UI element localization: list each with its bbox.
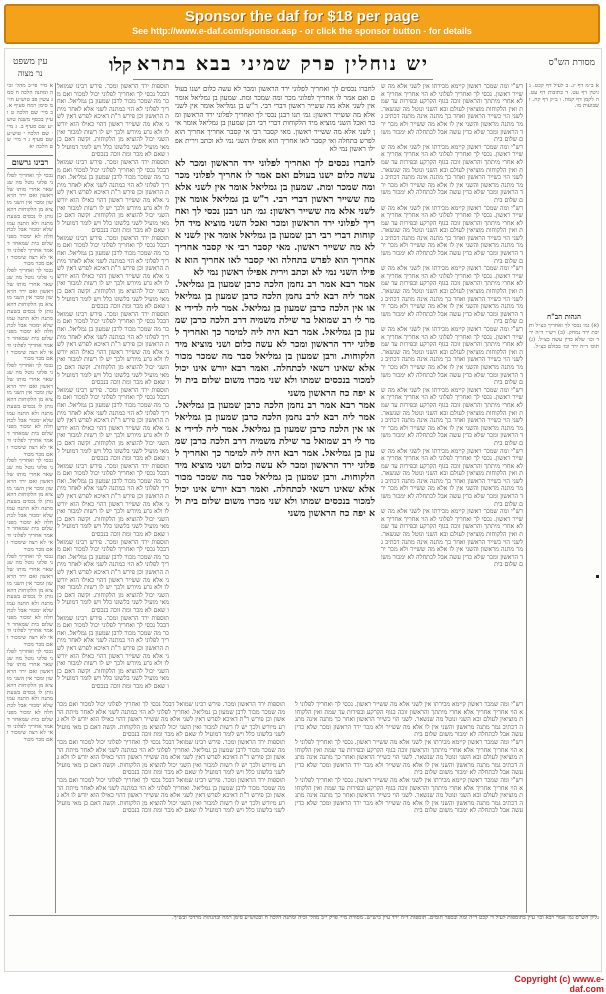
lower-commentary bbox=[57, 701, 523, 911]
rabbeinu-gershom-text-1: נכסי לך ואחריך לפלוני פלוני נוטל מה שנשאר אחרי מותו של ראשון ואם ירד הראשון ומכר אין השני מוציא מן הלקוחות דהא נותן לו נכסים בשעת מתנה ולא התנה עמו שלא ימכור אבל לכתחלה לא ימכור מפני שלום בית שמאחר דאמר אחריך לפלוני ודאי לא רצה שימכור ואם מכר מכור bbox=[7, 172, 53, 268]
gemara-column bbox=[175, 85, 375, 695]
hagahot-text: (א) גמ׳ נכסי לך ואחריך כצ״ל ותיבת ירד נמחק. (ב) רש״י ד״ה ירד וכו׳ שלא כדין עשה כצ״ל. (ג) תוס׳ ד״ה ירד וכו׳ בכולם כצ״ל. bbox=[529, 323, 599, 350]
page-mark bbox=[596, 575, 599, 578]
tosafot-text-7: תוספות ירד הראשון ומכר. פירש רבינו שמואל דבכל נכסי לך ואחריך לפלוני יכול למכור ואם מכר מה שמכר מכור לרבן שמעון בן גמליאל. ואחריך לפלוני לא הוי כמתנה לשני אלא לאחר מיתת הראשון וכן פירש ר"ת דאיכא לפרש דאין לשני אלא מה ששייר ראשון דהוי כאילו הוא יורש לו ולא גרע מיורש ולכך יש לו רשות למכור ואין השני יכול להוציא מן הלקוחות. וקשה דאם כן מאי מועיל לשני בלשונו כלל ויש לומר דמועיל לו שאם לא מכר ומת זוכה בנכסים bbox=[57, 538, 169, 614]
tosafot-text-5: תוספות ירד הראשון ומכר. פירש רבינו שמואל דבכל נכסי לך ואחריך לפלוני יכול למכור ואם מכר מה שמכר מכור לרבן שמעון בן גמליאל. ואחריך לפלוני לא הוי כמתנה לשני אלא לאחר מיתת הראשון וכן פירש ר"ת דאיכא לפרש דאין לשני אלא מה ששייר ראשון דהוי כאילו הוא יורש לו ולא גרע מיורש ולכך יש לו רשות למכור ואין השני יכול להוציא מן הלקוחות. וקשה דאם כן מאי מועיל לשני בלשונו כלל ויש לומר דמועיל לו שאם לא מכר ומת זוכה בנכסים bbox=[57, 386, 169, 463]
ner-mitzvah-label: נר מצוה bbox=[17, 69, 43, 78]
rabbeinu-gershom-text-3: נכסי לך ואחריך לפלוני פלוני נוטל מה שנשאר אחרי מותו של ראשון ואם ירד הראשון ומכר אין השני מוציא מן הלקוחות דהא נותן לו נכסים בשעת מתנה ולא התנה עמו שלא ימכור אבל לכתחלה לא ימכור מפני שלום בית שמאחר דאמר אחריך לפלוני ודאי לא רצה שימכור ואם מכר מכור bbox=[7, 363, 53, 458]
rabbeinu-gershom-heading: רבינו גרשום bbox=[7, 155, 53, 169]
rashi-text-7: רש"י ומה שמכר ראשון קיימא מכירתו אין לשני אלא מה ששייר ראשון. נכסי לך ואחריך לפלוני לא הוי אחריך אחריך אלא אחרי מיתתך והראשון זוכה בגוף הקרקע ובפירות עד שמת ואין הלקוחות מוציאין לעולם ובא השני ונוטל מה שנשאר. לשני הוי כשייר הראשון ואחר כך מתנה אינה מתנה דכתיב גמר מתנה מראשון והשני אין לו אלא מה ששייר ולא מכר ירד הראשון ומכר שלא כדין עשה אבל לכתחלה לא ימכור משום שלום בית bbox=[381, 447, 523, 508]
lower-rashi-text-3: רש"י ומה שמכר ראשון קיימא מכירתו אין לשני אלא מה ששייר ראשון. נכסי לך ואחריך לפלוני לא הוי אחריך אחריך אלא אחרי מיתתך והראשון זוכה בגוף הקרקע ובפירות עד שמת ואין הלקוחות מוציאין לעולם ובא השני ונוטל מה שנשאר. לשני הוי כשייר הראשון ואחר כך מתנה אינה מתנה דכתיב גמר מתנה מראשון והשני אין לו אלא מה ששייר ולא מכר ירד הראשון ומכר שלא כדין עשה אבל לכתחלה לא ימכור משום שלום בית bbox=[295, 776, 523, 815]
lower-tosafot-text-1: תוספות ירד הראשון ומכר. פירש רבינו שמואל דבכל נכסי לך ואחריך לפלוני יכול למכור ואם מכר מה שמכר מכור לרבן שמעון בן גמליאל. ואחריך לפלוני לא הוי כמתנה לשני אלא לאחר מיתת הראשון וכן פירש ר"ת דאיכא לפרש דאין לשני אלא מה ששייר ראשון דהוי כאילו הוא יורש לו ולא גרע מיורש ולכך יש לו רשות למכור ואין השני יכול להוציא מן הלקוחות. וקשה דאם כן מאי מועיל לשני בלשונו כלל ויש לומר דמועיל לו שאם לא מכר ומת זוכה בנכסים bbox=[57, 701, 285, 739]
rashi-column bbox=[381, 83, 523, 695]
rabbeinu-gershom-text-2: נכסי לך ואחריך לפלוני פלוני נוטל מה שנשאר אחרי מותו של ראשון ואם ירד הראשון ומכר אין השני מוציא מן הלקוחות דהא נותן לו נכסים בשעת מתנה ולא התנה עמו שלא ימכור אבל לכתחלה לא ימכור מפני שלום בית שמאחר דאמר אחריך לפלוני ודאי לא רצה שימכור ואם מכר מכור bbox=[7, 268, 53, 363]
copyright-link[interactable]: Copyright (c) www.e-daf.com bbox=[514, 974, 604, 994]
column-divider bbox=[55, 83, 56, 913]
left-margin-column bbox=[7, 83, 53, 953]
ein-mishpat-heading bbox=[13, 57, 47, 79]
column-divider bbox=[526, 83, 527, 913]
tosafot-text-2: תוספות ירד הראשון ומכר. פירש רבינו שמואל דבכל נכסי לך ואחריך לפלוני יכול למכור ואם מכר מה שמכר מכור לרבן שמעון בן גמליאל. ואחריך לפלוני לא הוי כמתנה לשני אלא לאחר מיתת הראשון וכן פירש ר"ת דאיכא לפרש דאין לשני אלא מה ששייר ראשון דהוי כאילו הוא יורש לו ולא גרע מיורש ולכך יש לו רשות למכור ואין השני יכול להוציא מן הלקוחות. וקשה דאם כן מאי מועיל לשני בלשונו כלל ויש לומר דמועיל לו שאם לא מכר ומת זוכה בנכסים bbox=[57, 158, 169, 235]
lower-rashi bbox=[295, 701, 523, 815]
rashi-text-6: רש"י ומה שמכר ראשון קיימא מכירתו אין לשני אלא מה ששייר ראשון. נכסי לך ואחריך לפלוני לא הוי אחריך אחריך אלא אחרי מיתתך והראשון זוכה בגוף הקרקע ובפירות עד שמת ואין הלקוחות מוציאין לעולם ובא השני ונוטל מה שנשאר. לשני הוי כשייר הראשון ואחר כך מתנה אינה מתנה דכתיב גמר מתנה מראשון והשני אין לו אלא מה ששייר ולא מכר ירד הראשון ומכר שלא כדין עשה אבל לכתחלה לא ימכור משום שלום בית bbox=[381, 386, 523, 447]
gemara-continuation: אמר רבא אמר רב נחמן הלכה כרבן שמעון בן גמליאל. אמר ליה רבא לרב נחמן הלכה כרבן שמעון בן גמליאל או אין הלכה כרבן שמעון בן גמליאל. אמר ליה לדידי אמר לי רב שמואל בר שילת משמיה דרב הלכה כרבן שמעון בן גמליאל. אמר רבא היה ליה למימר כך ואחריך לפלוני ירד הראשון ומכר לא עשה כלום ושני מוציא מיד הלקוחות. ורבן שמעון בן גמליאל סבר מה שמכר מכור אלא שאינו רשאי לכתחלה. ואמר רבא יורש אינו יכול למכור בנכסים שמתו ולא שני מכרו משום שלום בית ולא יפה כח הראשון משני bbox=[175, 278, 375, 399]
gemara-continuation-2: אמר רבא אמר רב נחמן הלכה כרבן שמעון בן גמליאל. אמר ליה רבא לרב נחמן הלכה כרבן שמעון בן גמליאל או אין הלכה כרבן שמעון בן גמליאל. אמר ליה לדידי אמר לי רב שמואל בר שילת משמיה דרב הלכה כרבן שמעון בן גמליאל. אמר רבא היה ליה למימר כך ואחריך לפלוני ירד הראשון ומכר לא עשה כלום ושני מוציא מיד הלקוחות. ורבן שמעון בן גמליאל סבר מה שמכר מכור אלא שאינו רשאי לכתחלה. ואמר רבא יורש אינו יכול למכור בנכסים שמתו ולא שני מכרו משום שלום בית ולא יפה כח הראשון משני bbox=[175, 399, 375, 520]
tosafot-text-8: תוספות ירד הראשון ומכר. פירש רבינו שמואל דבכל נכסי לך ואחריך לפלוני יכול למכור ואם מכר מה שמכר מכור לרבן שמעון בן גמליאל. ואחריך לפלוני לא הוי כמתנה לשני אלא לאחר מיתת הראשון וכן פירש ר"ת דאיכא לפרש דאין לשני אלא מה ששייר ראשון דהוי כאילו הוא יורש לו ולא גרע מיורש ולכך יש לו רשות למכור ואין השני יכול להוציא מן הלקוחות. וקשה דאם כן מאי מועיל לשני בלשונו כלל ויש לומר דמועיל לו שאם לא מכר ומת זוכה בנכסים bbox=[57, 614, 169, 690]
rashi-text-2: רש"י ומה שמכר ראשון קיימא מכירתו אין לשני אלא מה ששייר ראשון. נכסי לך ואחריך לפלוני לא הוי אחריך אחריך אלא אחרי מיתתך והראשון זוכה בגוף הקרקע ובפירות עד שמת ואין הלקוחות מוציאין לעולם ובא השני ונוטל מה שנשאר. לשני הוי כשייר הראשון ואחר כך מתנה אינה מתנה דכתיב גמר מתנה מראשון והשני אין לו אלא מה ששייר ולא מכר ירד הראשון ומכר שלא כדין עשה אבל לכתחלה לא ימכור משום שלום בית bbox=[381, 143, 523, 204]
talmud-page bbox=[4, 48, 602, 972]
rabbeinu-gershom-text-6: נכסי לך ואחריך לפלוני פלוני נוטל מה שנשאר אחרי מותו של ראשון ואם ירד הראשון ומכר אין השני מוציא מן הלקוחות דהא נותן לו נכסים בשעת מתנה ולא התנה עמו שלא ימכור אבל לכתחלה לא ימכור מפני שלום בית שמאחר דאמר אחריך לפלוני ודאי לא רצה שימכור ואם מכר מכור bbox=[7, 648, 53, 744]
rabbeinu-gershom-text-5: נכסי לך ואחריך לפלוני פלוני נוטל מה שנשאר אחרי מותו של ראשון ואם ירד הראשון ומכר אין השני מוציא מן הלקוחות דהא נותן לו נכסים בשעת מתנה ולא התנה עמו שלא ימכור אבל לכתחלה לא ימכור מפני שלום בית שמאחר דאמר אחריך לפלוני ודאי לא רצה שימכור ואם מכר מכור bbox=[7, 553, 53, 648]
page-number: קלו bbox=[109, 55, 132, 76]
sponsor-banner[interactable] bbox=[4, 4, 600, 44]
tosafot-text-3: תוספות ירד הראשון ומכר. פירש רבינו שמואל דבכל נכסי לך ואחריך לפלוני יכול למכור ואם מכר מה שמכר מכור לרבן שמעון בן גמליאל. ואחריך לפלוני לא הוי כמתנה לשני אלא לאחר מיתת הראשון וכן פירש ר"ת דאיכא לפרש דאין לשני אלא מה ששייר ראשון דהוי כאילו הוא יורש לו ולא גרע מיורש ולכך יש לו רשות למכור ואין השני יכול להוציא מן הלקוחות. וקשה דאם כן מאי מועיל לשני בלשונו כלל ויש לומר דמועיל לו שאם לא מכר ומת זוכה בנכסים bbox=[57, 234, 169, 311]
rashi-text-4: רש"י ומה שמכר ראשון קיימא מכירתו אין לשני אלא מה ששייר ראשון. נכסי לך ואחריך לפלוני לא הוי אחריך אחריך אלא אחרי מיתתך והראשון זוכה בגוף הקרקע ובפירות עד שמת ואין הלקוחות מוציאין לעולם ובא השני ונוטל מה שנשאר. לשני הוי כשייר הראשון ואחר כך מתנה אינה מתנה דכתיב גמר מתנה מראשון והשני אין לו אלא מה ששייר ולא מכר ירד הראשון ומכר שלא כדין עשה אבל לכתחלה לא ימכור משום שלום בית bbox=[381, 265, 523, 326]
sponsor-title[interactable]: Sponsor the daf for $18 per page bbox=[184, 8, 420, 25]
lower-rashi-text-2: רש"י ומה שמכר ראשון קיימא מכירתו אין לשני אלא מה ששייר ראשון. נכסי לך ואחריך לפלוני לא הוי אחריך אחריך אלא אחרי מיתתך והראשון זוכה בגוף הקרקע ובפירות עד שמת ואין הלקוחות מוציאין לעולם ובא השני ונוטל מה שנשאר. לשני הוי כשייר הראשון ואחר כך מתנה אינה מתנה דכתיב גמר מתנה מראשון והשני אין לו אלא מה ששייר ולא מכר ירד הראשון ומכר שלא כדין עשה אבל לכתחלה לא ימכור משום שלום בית bbox=[295, 738, 523, 777]
ein-mishpat-text: א מיי׳ פי״ב מהל׳ זכיה ומתנה הלכה ח סמג עשין פב טוש״ע חו״מ סימן רמח סעיף א. ב מיי׳ שם הלכה ט ועיין בכסף משנה טוש״ע שם סעיף ב. ג מיי׳ שם הלכה י טוש״ע שם סעיף ג ד מיי׳ שם הלכה יא bbox=[7, 83, 53, 151]
right-margin-column bbox=[529, 83, 599, 643]
tosafot-text-1: תוספות ירד הראשון ומכר. פירש רבינו שמואל דבכל נכסי לך ואחריך לפלוני יכול למכור ואם מכר מה שמכר מכור לרבן שמעון בן גמליאל. ואחריך לפלוני לא הוי כמתנה לשני אלא לאחר מיתת הראשון וכן פירש ר"ת דאיכא לפרש דאין לשני אלא מה ששייר ראשון דהוי כאילו הוא יורש לו ולא גרע מיורש ולכך יש לו רשות למכור ואין השני יכול להוציא מן הלקוחות. וקשה דאם כן מאי מועיל לשני בלשונו כלל ויש לומר דמועיל לו שאם לא מכר ומת זוכה בנכסים bbox=[57, 83, 169, 159]
lower-rashi-text-1: רש"י ומה שמכר ראשון קיימא מכירתו אין לשני אלא מה ששייר ראשון. נכסי לך ואחריך לפלוני לא הוי אחריך אחריך אלא אחרי מיתתך והראשון זוכה בגוף הקרקע ובפירות עד שמת ואין הלקוחות מוציאין לעולם ובא השני ונוטל מה שנשאר. לשני הוי כשייר הראשון ואחר כך מתנה אינה מתנה דכתיב גמר מתנה מראשון והשני אין לו אלא מה ששייר ולא מכר ירד הראשון ומכר שלא כדין עשה אבל לכתחלה לא ימכור משום שלום בית bbox=[295, 701, 523, 739]
rashi-text-5: רש"י ומה שמכר ראשון קיימא מכירתו אין לשני אלא מה ששייר ראשון. נכסי לך ואחריך לפלוני לא הוי אחריך אחריך אלא אחרי מיתתך והראשון זוכה בגוף הקרקע ובפירות עד שמת ואין הלקוחות מוציאין לעולם ובא השני ונוטל מה שנשאר. לשני הוי כשייר הראשון ואחר כך מתנה אינה מתנה דכתיב גמר מתנה מראשון והשני אין לו אלא מה ששייר ולא מכר ירד הראשון ומכר שלא כדין עשה אבל לכתחלה לא ימכור משום שלום בית bbox=[381, 326, 523, 387]
gilyon-footer: גליון הש"ס גמ׳ אמר רבא וכו׳ עיין בתוספות לעיל ד׳ קכט ד״ה ומה ובספר תומים. תוספות ד״ה ירד עיין ביש״ש. מסורת מיי׳ פרק י״ב מהל׳ זכיה ומתנה הלכה ח ובטוש״ע סימן רמח ובהגהות מרדכי ובש״ך. bbox=[171, 915, 599, 921]
tosafot-text-4: תוספות ירד הראשון ומכר. פירש רבינו שמואל דבכל נכסי לך ואחריך לפלוני יכול למכור ואם מכר מה שמכר מכור לרבן שמעון בן גמליאל. ואחריך לפלוני לא הוי כמתנה לשני אלא לאחר מיתת הראשון וכן פירש ר"ת דאיכא לפרש דאין לשני אלא מה ששייר ראשון דהוי כאילו הוא יורש לו ולא גרע מיורש ולכך יש לו רשות למכור ואין השני יכול להוציא מן הלקוחות. וקשה דאם כן מאי מועיל לשני בלשונו כלל ויש לומר דמועיל לו שאם לא מכר ומת זוכה בנכסים bbox=[57, 310, 169, 387]
rashi-text-3: רש"י ומה שמכר ראשון קיימא מכירתו אין לשני אלא מה ששייר ראשון. נכסי לך ואחריך לפלוני לא הוי אחריך אחריך אלא אחרי מיתתך והראשון זוכה בגוף הקרקע ובפירות עד שמת ואין הלקוחות מוציאין לעולם ובא השני ונוטל מה שנשאר. לשני הוי כשייר הראשון ואחר כך מתנה אינה מתנה דכתיב גמר מתנה מראשון והשני אין לו אלא מה ששייר ולא מכר ירד הראשון ומכר שלא כדין עשה אבל לכתחלה לא ימכור משום שלום בית bbox=[381, 204, 523, 265]
lower-tosafot-text-3: תוספות ירד הראשון ומכר. פירש רבינו שמואל דבכל נכסי לך ואחריך לפלוני יכול למכור ואם מכר מה שמכר מכור לרבן שמעון בן גמליאל. ואחריך לפלוני לא הוי כמתנה לשני אלא לאחר מיתת הראשון וכן פירש ר"ת דאיכא לפרש דאין לשני אלא מה ששייר ראשון דהוי כאילו הוא יורש לו ולא גרע מיורש ולכך יש לו רשות למכור ואין השני יכול להוציא מן הלקוחות. וקשה דאם כן מאי מועיל לשני בלשונו כלל ויש לומר דמועיל לו שאם לא מכר ומת זוכה בנכסים bbox=[57, 776, 285, 815]
masoret-text: א ב״מ דף יג. ב לעיל דף קכט. ג גיטין דף עט. ד כתובות דף עט. ה לקמן דף קמח. ו ב״ק דף קח. ז שבועות מו. bbox=[529, 83, 599, 110]
lower-tosafot-text-2: תוספות ירד הראשון ומכר. פירש רבינו שמואל דבכל נכסי לך ואחריך לפלוני יכול למכור ואם מכר מה שמכר מכור לרבן שמעון בן גמליאל. ואחריך לפלוני לא הוי כמתנה לשני אלא לאחר מיתת הראשון וכן פירש ר"ת דאיכא לפרש דאין לשני אלא מה ששייר ראשון דהוי כאילו הוא יורש לו ולא גרע מיורש ולכך יש לו רשות למכור ואין השני יכול להוציא מן הלקוחות. וקשה דאם כן מאי מועיל לשני בלשונו כלל ויש לומר דמועיל לו שאם לא מכר ומת זוכה בנכסים bbox=[57, 738, 285, 777]
tosafot-text-6: תוספות ירד הראשון ומכר. פירש רבינו שמואל דבכל נכסי לך ואחריך לפלוני יכול למכור ואם מכר מה שמכר מכור לרבן שמעון בן גמליאל. ואחריך לפלוני לא הוי כמתנה לשני אלא לאחר מיתת הראשון וכן פירש ר"ת דאיכא לפרש דאין לשני אלא מה ששייר ראשון דהוי כאילו הוא יורש לו ולא גרע מיורש ולכך יש לו רשות למכור ואין השני יכול להוציא מן הלקוחות. וקשה דאם כן מאי מועיל לשני בלשונו כלל ויש לומר דמועיל לו שאם לא מכר ומת זוכה בנכסים bbox=[57, 462, 169, 539]
rashi-text-8: רש"י ומה שמכר ראשון קיימא מכירתו אין לשני אלא מה ששייר ראשון. נכסי לך ואחריך לפלוני לא הוי אחריך אחריך אלא אחרי מיתתך והראשון זוכה בגוף הקרקע ובפירות עד שמת ואין הלקוחות מוציאין לעולם ובא השני ונוטל מה שנשאר. לשני הוי כשייר הראשון ואחר כך מתנה אינה מתנה דכתיב גמר מתנה מראשון והשני אין לו אלא מה ששייר ולא מכר ירד הראשון ומכר שלא כדין עשה אבל לכתחלה לא ימכור משום שלום בית bbox=[381, 508, 523, 569]
running-title: יש נוחלין פרק שמיני בבא בתרא bbox=[133, 53, 433, 80]
sponsor-link-text[interactable]: See http://www.e-daf.com/sponsor.asp - or click the sponsor button - for details bbox=[132, 26, 472, 36]
gemara-opening: לחברו נכסים לך ואחריך לפלוני ירד הראשון ומכר לא עשה כלום ישנו בעולם ואם אמר לו אחריך לפלוני מכר ומה שמכר ומת. שמעון בן גמליאל אומר אין לשני אלא מה ששייר ראשון דברי רבי. ר"ש בן גמליאל אומר אין לשני אלא מה ששייר ראשון: גמ׳ תנו רבנן נכסי לך ואחריך לפלוני ירד הראשון ומכר ואכל השני מוציא מיד הלקוחות דברי רבי רבן שמעון בן גמליאל אומר אין לשני אלא מה ששייר ראשון. מאי קסבר רבי אי קסבר אחריך אחריך הוא לפרש בתחלה ואי קסבר לאו אחריך הוא אפילו השני נמי לא וכתב וירית אפילו ראשון נמי לא bbox=[175, 85, 375, 154]
rashi-text-1: רש"י ומה שמכר ראשון קיימא מכירתו אין לשני אלא מה ששייר ראשון. נכסי לך ואחריך לפלוני לא הוי אחריך אחריך אלא אחרי מיתתך והראשון זוכה בגוף הקרקע ובפירות עד שמת ואין הלקוחות מוציאין לעולם ובא השני ונוטל מה שנשאר. לשני הוי כשייר הראשון ואחר כך מתנה אינה מתנה דכתיב גמר מתנה מראשון והשני אין לו אלא מה ששייר ולא מכר ירד הראשון ומכר שלא כדין עשה אבל לכתחלה לא ימכור משום שלום בית bbox=[381, 83, 523, 144]
tosafot-column bbox=[57, 83, 169, 695]
lower-tosafot bbox=[57, 701, 285, 815]
gemara-main-text: לחברו נכסים לך ואחריך לפלוני ירד הראשון ומכר לא עשה כלום ישנו בעולם ואם אמר לו אחריך לפלוני מכר ומה שמכר ומת. שמעון בן גמליאל אומר אין לשני אלא מה ששייר ראשון דברי רבי. ר"ש בן גמליאל אומר אין לשני אלא מה ששייר ראשון: גמ׳ תנו רבנן נכסי לך ואחריך לפלוני ירד הראשון ומכר ואכל השני מוציא מיד הלקוחות דברי רבי רבן שמעון בן גמליאל אומר אין לשני אלא מה ששייר ראשון. מאי קסבר רבי אי קסבר אחריך אחריך הוא לפרש בתחלה ואי קסבר לאו אחריך הוא אפילו השני נמי לא וכתב וירית אפילו ראשון נמי לא bbox=[175, 157, 375, 278]
ein-mishpat-label: עין משפט bbox=[13, 57, 48, 67]
rabbeinu-gershom-text-4: נכסי לך ואחריך לפלוני פלוני נוטל מה שנשאר אחרי מותו של ראשון ואם ירד הראשון ומכר אין השני מוציא מן הלקוחות דהא נותן לו נכסים בשעת מתנה ולא התנה עמו שלא ימכור אבל לכתחלה לא ימכור מפני שלום בית שמאחר דאמר אחריך לפלוני ודאי לא רצה שימכור ואם מכר מכור bbox=[7, 458, 53, 553]
hagahot-heading: הגהות הב"ח bbox=[546, 312, 582, 322]
masoret-heading: מסורת הש"ס bbox=[548, 58, 595, 68]
